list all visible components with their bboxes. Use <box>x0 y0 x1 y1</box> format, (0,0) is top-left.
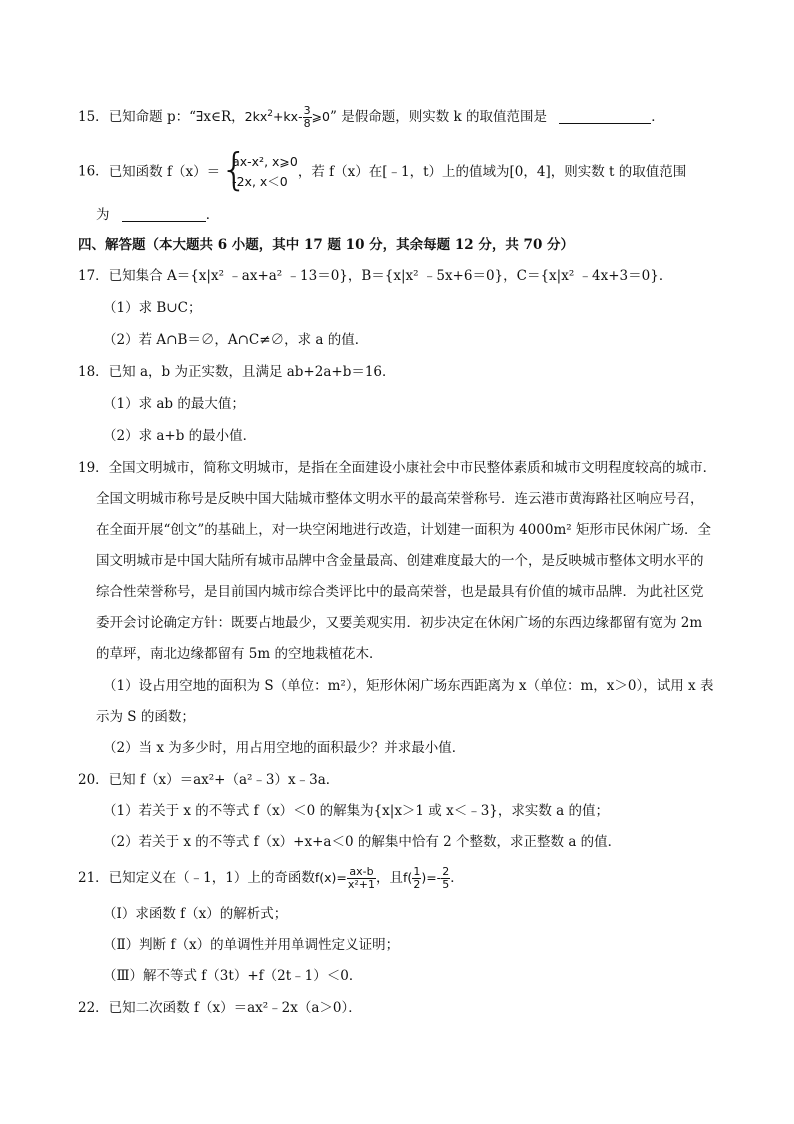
question-17: 17．已知集合 A＝{x|x² ﹣ax+a² ﹣13＝0}，B＝{x|x² ﹣5x+6＝0}，C＝{x|x² ﹣4x+3＝0}． <box>78 268 673 284</box>
question-16 <box>78 144 716 196</box>
sub-question: （1）求 ab 的最大值； <box>103 396 245 412</box>
question-text: 已知命题 p：“∃x∈R， <box>108 109 245 126</box>
formula-part: f( <box>403 870 413 885</box>
paragraph-line: 的草坪，南北边缘都留有 5m 的空地栽植花木． <box>96 646 383 662</box>
sub-question: （2）当 x 为多少时，用占用空地的面积最少？并求最小值． <box>103 740 466 756</box>
formula-part: 2kx <box>244 109 268 125</box>
paragraph-line: 国文明城市是中国大陆所有城市品牌中含金量最高、创建难度最大的一个，是反映城市整体文明水平的 <box>96 553 704 569</box>
fraction <box>347 866 376 891</box>
question-number: 15． <box>78 109 109 126</box>
question-19: 19．全国文明城市，简称文明城市，是指在全面建设小康社会中市民整体素质和城市文明程度较高的城市． <box>78 460 717 476</box>
question-text: 21．已知定义在（﹣1，1）上的奇函数 <box>78 870 315 886</box>
paragraph-line: 全国文明城市称号是反映中国大陆城市整体文明水平的最高荣誉称号．连云港市黄海路社区响应号召， <box>96 491 704 507</box>
paragraph-line: 委开会讨论确定方针：既要占地最少，又要美观实用．初步决定在休闲广场的东西边缘都留有宽为 2m <box>96 615 703 631</box>
fraction-numerator: 1 <box>413 865 421 878</box>
fraction-denominator: 2 <box>413 878 421 891</box>
section-heading: 四、解答题（本大题共 6 小题，其中 17 题 10 分，其余每题 12 分，共 70 分） <box>78 237 575 253</box>
formula-part: +kx- <box>272 109 303 125</box>
piecewise-function <box>220 144 298 195</box>
sub-question: （2）求 a+b 的最小值． <box>103 428 257 444</box>
fraction-numerator: ax-b <box>347 866 376 879</box>
formula-exponent: 2 <box>267 109 273 119</box>
question-text: 已知函数 f（x）＝ <box>108 164 221 180</box>
sub-question: （1）设占用空地的面积为 S（单位：m²），矩形休闲广场东西距离为 x（单位：m，x＞0），试用 x 表 <box>103 678 714 694</box>
piecewise-case: ax-x², x⩾0 <box>232 154 298 169</box>
formula-part: )=- <box>421 870 442 885</box>
question-18: 18．已知 a，b 为正实数，且满足 ab+2a+b＝16． <box>78 364 396 380</box>
formula <box>244 104 331 131</box>
sub-question: （Ⅱ）判断 f（x）的单调性并用单调性定义证明； <box>103 937 400 953</box>
fraction-denominator: x²+1 <box>347 878 376 891</box>
question-22: 22．已知二次函数 f（x）＝ax²﹣2x（a＞0）． <box>78 1000 362 1016</box>
piecewise-case: -2x, x＜0 <box>232 174 288 189</box>
question-21 <box>78 864 716 892</box>
question-text: ” 是假命题，则实数 k 的取值范围是 <box>330 109 547 126</box>
question-number: 16． <box>78 163 109 180</box>
question-text: ． <box>450 870 464 886</box>
sub-question: （1）求 B∪C； <box>103 300 202 316</box>
fraction <box>412 866 421 891</box>
sub-question: （Ⅲ）解不等式 f（3t）+f（2t﹣1）＜0． <box>103 968 363 984</box>
paragraph-line: 示为 S 的函数； <box>96 709 195 725</box>
formula-part: ⩾0 <box>311 109 331 125</box>
answer-blank <box>122 207 206 222</box>
brace-icon: { <box>220 144 249 195</box>
question-text: ，若 f（x）在[﹣1，t）上的值域为[0，4]，则实数 t 的取值范围 <box>297 164 687 180</box>
sub-question: （2）若关于 x 的不等式 f（x）+x+a＜0 的解集中恰有 2 个整数，求正整数 a 的值． <box>103 834 622 850</box>
sub-question: （1）若关于 x 的不等式 f（x）＜0 的解集为{x|x＞1 或 x＜﹣3}，求实数 a 的值； <box>103 803 610 819</box>
question-15: 15．已知命题 p：“∃x∈R，$2kx^2+kx-$ $\frac{3}{8}$ ⩾0” 是假命题，则实数 k 的取值范围是 ． <box>78 104 665 131</box>
question-16-continued: 为 ． <box>96 207 220 223</box>
question-text: 为 <box>96 207 110 223</box>
paragraph-line: 在全面开展“创文”的基础上，对一块空闲地进行改造，计划建一面积为 4000m² 矩形市民休闲广场．全 <box>96 522 711 538</box>
question-20: 20．已知 f（x）＝ax²+（a²﹣3）x﹣3a． <box>78 772 340 788</box>
question-text: ，且 <box>376 870 404 886</box>
sub-question: （Ⅰ）求函数 f（x）的解析式； <box>103 906 288 922</box>
fraction <box>441 866 450 891</box>
paragraph-line: 综合性荣誉称号，是目前国内城市综合类评比中的最高荣誉，也是最具有价值的城市品牌．为此社区党 <box>96 584 704 600</box>
fraction-numerator: 3 <box>303 104 311 118</box>
sub-question: （2）若 A∩B＝∅，A∩C≠∅，求 a 的值． <box>103 332 369 348</box>
fraction-numerator: 2 <box>442 865 450 878</box>
fraction <box>303 105 312 130</box>
answer-blank <box>559 109 651 124</box>
fraction-denominator: 5 <box>442 878 450 891</box>
formula-part: f(x)= <box>314 870 347 885</box>
fraction-denominator: 8 <box>303 117 311 131</box>
